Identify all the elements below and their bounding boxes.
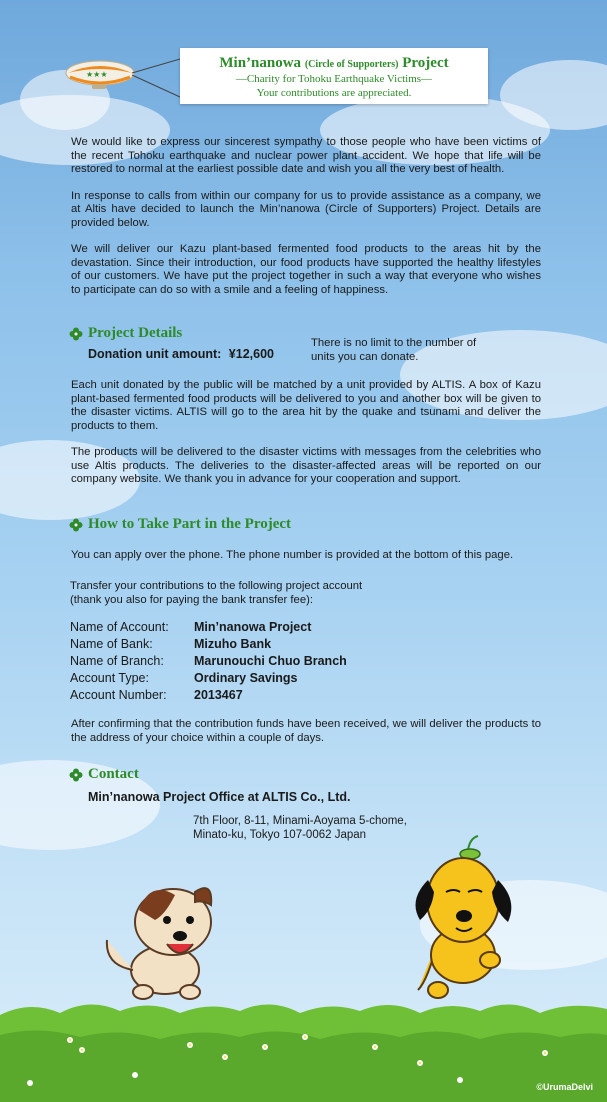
- svg-text:★★★: ★★★: [86, 70, 108, 79]
- bank-account-details: [70, 619, 347, 704]
- project-details-heading: [69, 325, 182, 342]
- clover-icon: [69, 327, 83, 341]
- blimp-icon: [62, 55, 182, 100]
- after-confirmation: [71, 718, 541, 745]
- copyright-notice: ©UrumaDelvi: [536, 1082, 593, 1092]
- header-banner: [180, 48, 488, 104]
- yellow-dog-illustration: [398, 830, 528, 1010]
- grass-meadow: [0, 995, 607, 1102]
- take-part-heading: [69, 516, 291, 533]
- banner-title-end: Project: [398, 55, 449, 71]
- account-row: [70, 670, 347, 687]
- account-label: Account Number:: [70, 688, 167, 702]
- donation-label: Donation unit amount:: [88, 347, 222, 361]
- donation-amount: ¥12,600: [228, 347, 274, 361]
- limit-note-line-2: units you can donate.: [311, 350, 419, 363]
- puppy-illustration: [95, 870, 225, 1010]
- address-line-1: 7th Floor, 8-11, Minami-Aoyama 5-chome,: [193, 815, 407, 827]
- clover-icon: [69, 518, 83, 532]
- intro-paragraph-1: We would like to express our sincerest sympathy to those people who have been victims of the recent Tohoku earthquake and nuclear power plant accident. We hope that life will be restored to normal at the earliest possible date and wish you all the very best of health.: [71, 136, 541, 175]
- account-value: Ordinary Savings: [194, 671, 298, 685]
- contact-heading: [69, 766, 139, 783]
- account-value: Mizuho Bank: [194, 637, 272, 651]
- intro-paragraph-3: We will deliver our Kazu plant-based fermented food products to the areas hit by the devastation. Since their introduction, our food products have supported the healthy lifestyles of our customers. We have put the project together in such a way that everyone who wishes to participate can do so with a smile and a feeling of happiness.: [71, 243, 541, 296]
- details-paragraph-1: Each unit donated by the public will be matched by a unit provided by ALTIS. A box of Kazu plant-based fermented food products will be delivered to you and another box will be given to the disaster victims. ALTIS will go to the area hit by the quake and tsunami and deliver the products to them.: [71, 379, 541, 432]
- contact-title: Contact: [88, 766, 139, 782]
- contact-address: [193, 814, 407, 842]
- account-label: Name of Account:: [70, 620, 169, 634]
- account-label: Name of Branch:: [70, 654, 164, 668]
- header-banner-area: [0, 0, 607, 120]
- transfer-instructions: [70, 580, 362, 607]
- phone-note: You can apply over the phone. The phone number is provided at the bottom of this page.: [71, 549, 514, 561]
- account-row: [70, 636, 347, 653]
- clover-icon: [69, 768, 83, 782]
- intro-paragraph-2: In response to calls from within our company for us to provide assistance as a company, we at Altis have decided to launch the Min’nanowa (Circle of Supporters) Project. Details are provided below.: [71, 189, 541, 229]
- account-row: [70, 619, 347, 636]
- after-confirmation-text: After confirming that the contribution funds have been received, we will deliver the products to the address of your choice within a couple of days.: [71, 718, 541, 744]
- account-label: Name of Bank:: [70, 637, 153, 651]
- banner-title: [180, 55, 488, 72]
- intro-section: [71, 136, 541, 297]
- banner-tagline: Your contributions are appreciated.: [256, 87, 412, 99]
- account-row: [70, 687, 347, 704]
- contact-office: Min’nanowa Project Office at ALTIS Co., Ltd.: [88, 790, 351, 804]
- limit-note-line-1: There is no limit to the number of: [311, 337, 477, 349]
- address-line-2: Minato-ku, Tokyo 107-0062 Japan: [193, 829, 367, 841]
- account-label: Account Type:: [70, 671, 149, 685]
- project-details-title: Project Details: [88, 325, 183, 341]
- donation-amount-line: [88, 347, 274, 361]
- banner-title-main: Min’nanowa: [219, 55, 305, 71]
- banner-title-small: (Circle of Supporters): [304, 59, 399, 70]
- transfer-line-1: Transfer your contributions to the following project account: [70, 580, 363, 592]
- project-details-body: [71, 379, 541, 487]
- transfer-line-2: (thank you also for paying the bank transfer fee):: [70, 593, 314, 606]
- donation-limit-note: [311, 337, 476, 364]
- account-value: Min’nanowa Project: [194, 620, 312, 634]
- details-paragraph-2: The products will be delivered to the disaster victims with messages from the celebrities who use Altis products. The deliveries to the disaster-affected areas will be reported on our company website. We thank you in advance for your cooperation and support.: [71, 446, 541, 485]
- banner-subtitle: —Charity for Tohoku Earthquake Victims—: [235, 73, 433, 85]
- account-value: Marunouchi Chuo Branch: [194, 654, 347, 668]
- account-row: [70, 653, 347, 670]
- take-part-title: How to Take Part in the Project: [88, 516, 292, 532]
- account-value: 2013467: [194, 688, 243, 702]
